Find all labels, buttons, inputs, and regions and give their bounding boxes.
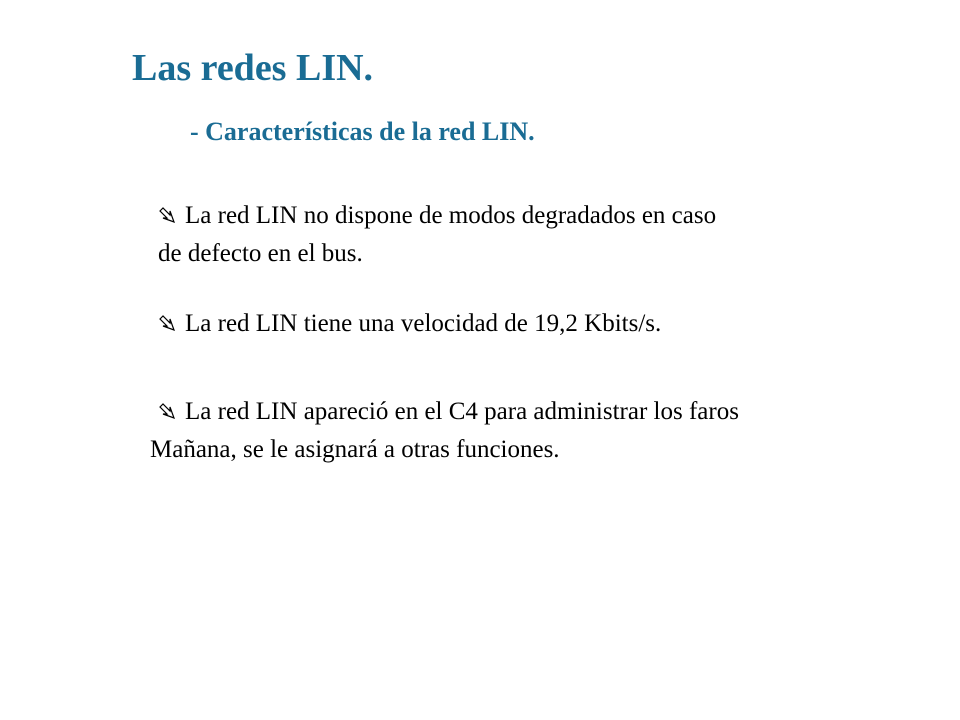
bullet-text: La red LIN tiene una velocidad de 19,2 Kbits/s.: [185, 310, 662, 337]
outline-arrow-down-right-icon: [158, 402, 176, 420]
slide-subtitle: - Características de la red LIN.: [190, 117, 535, 146]
bullet-paragraph-c4-headlights: [150, 393, 739, 469]
bullet-line: [158, 305, 661, 343]
bullet-line: [150, 393, 739, 431]
bullet-paragraph-speed: [158, 305, 661, 343]
bullet-line: [158, 197, 716, 235]
bullet-line: Mañana, se le asignará a otras funciones.: [150, 436, 560, 463]
slide-title: Las redes LIN.: [132, 47, 374, 89]
bullet-text: La red LIN no dispone de modos degradados en caso: [185, 202, 717, 229]
bullet-line: de defecto en el bus.: [158, 240, 363, 267]
bullet-paragraph-degraded-modes: [158, 197, 716, 273]
outline-arrow-down-right-icon: [158, 206, 176, 224]
outline-arrow-down-right-icon: [158, 314, 176, 332]
bullet-text: La red LIN apareció en el C4 para administrar los faros: [185, 398, 739, 425]
